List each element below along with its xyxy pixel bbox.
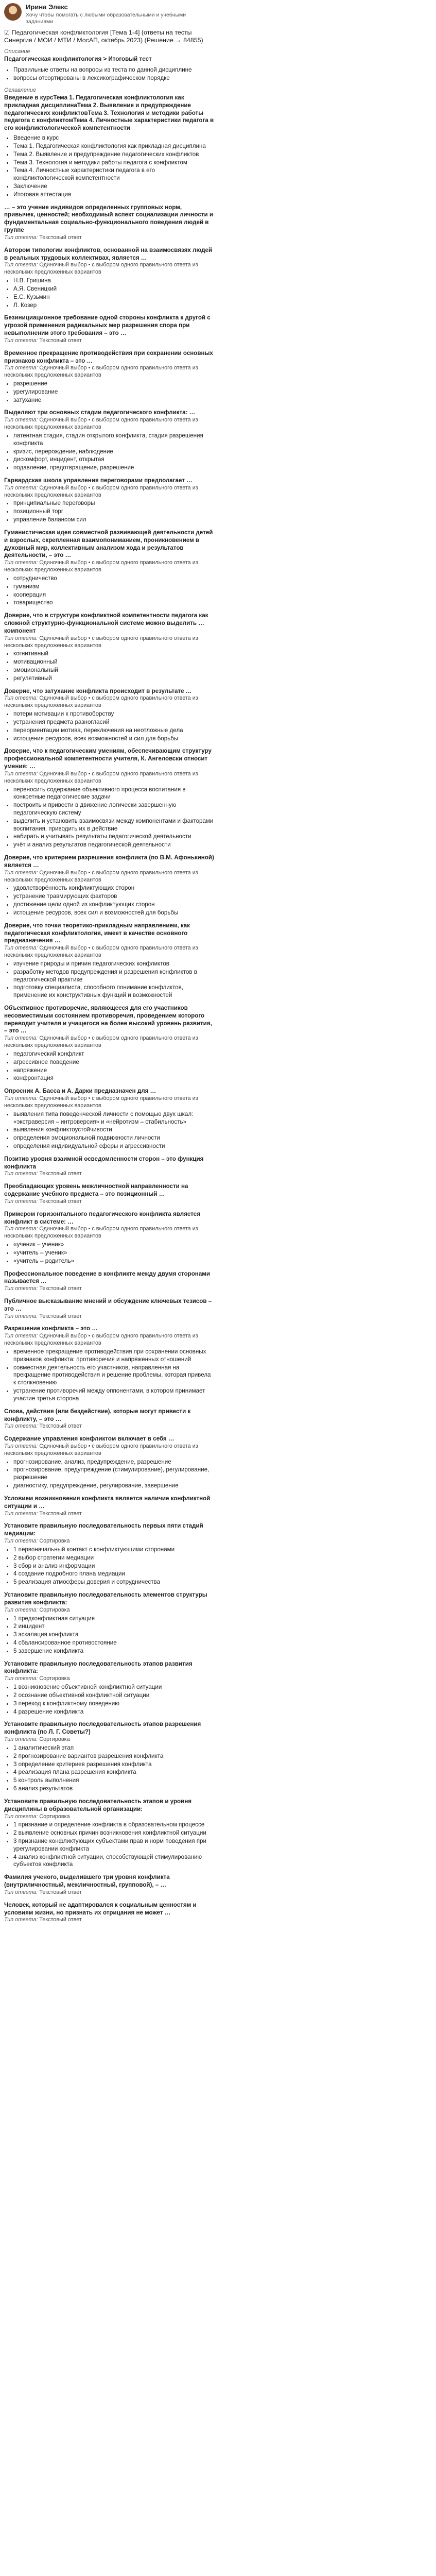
question-block — [4, 1211, 214, 1265]
toc-label: Оглавление — [4, 87, 37, 93]
table-of-contents — [4, 134, 214, 199]
question-text: Преобладающих уровень межличностной направленности на содержание учебного предмета – это позиционный … — [4, 1183, 188, 1198]
answer-option: • регулятивный — [13, 675, 214, 683]
answer-option: • 1 аналитический этап — [13, 1744, 214, 1752]
answer-option: • 4 сбалансированное противостояние — [13, 1639, 214, 1647]
answer-option: • 5 завершение конфликта — [13, 1648, 214, 1655]
answer-option: • построить и привести в движение логически завершенную педагогическую систему — [13, 802, 214, 817]
question-block — [4, 1325, 214, 1402]
question-block — [4, 314, 214, 344]
answer-option: • сотрудничество — [13, 575, 214, 583]
intro-list — [4, 66, 214, 82]
answer-option: • Е.С. Кузьмин — [13, 294, 214, 301]
question-text: Профессиональное поведение в конфликте между двумя сторонами называется … — [4, 1270, 210, 1285]
answer-type — [4, 1443, 214, 1458]
question-text: Гуманистическая идея совместной развивающей деятельности детей и взрослых, скрепленная взаимопониманием, проникновением в духовный мир, коллективным анализом хода и результатов деятельности, – это … — [4, 529, 213, 559]
answer-option: • устранение противоречий между оппонентами, в котором принимает участие третья сторона — [13, 1387, 214, 1403]
author-description: Хочу чтобы помогать с любыми образовательными и учебными заданиями — [26, 11, 186, 25]
answer-option: • изучение природы и причин педагогических конфликтов — [13, 960, 214, 968]
question-text: Человек, который не адаптировался к социальным ценностям и условиям жизни, но признать их отрицания не может … — [4, 1901, 197, 1916]
question-text: Позитив уровня взаимной осведомленности сторон – это функция конфликта — [4, 1155, 204, 1170]
answer-option: • разработку методов предупреждения и разрешения конфликтов в педагогической практике — [13, 969, 214, 984]
question-block — [4, 477, 214, 524]
answer-options — [4, 1744, 214, 1793]
document — [0, 0, 216, 1944]
answer-type-value: Одиночный выбор • с выбором одного правильного ответа из нескольких предложенных вариантов — [4, 1333, 198, 1347]
answer-options — [4, 786, 214, 850]
answer-option: • 1 первоначальный контакт с конфликтующими сторонами — [13, 1546, 214, 1554]
question-list — [4, 204, 214, 1924]
answer-option: • кооперация — [13, 591, 214, 599]
toc-item[interactable]: • Тема 1. Педагогическая конфликтология как прикладная дисциплина — [13, 143, 214, 150]
question-text: Примером горизонтального педагогического конфликта является конфликт в системе: … — [4, 1210, 200, 1225]
answer-type-label: Тип ответа: — [4, 1443, 38, 1450]
question-text: Слова, действия (или бездействие), которые могут привести к конфликту, – это … — [4, 1408, 191, 1422]
author-block — [4, 3, 214, 26]
answer-type-value: Одиночный выбор • с выбором одного правильного ответа из нескольких предложенных вариантов — [4, 770, 198, 784]
answer-option: • эмоциональный — [13, 667, 214, 674]
answer-options — [4, 1241, 214, 1265]
answer-type — [4, 1814, 214, 1821]
question-text: Содержание управления конфликтом включает в себя … — [4, 1435, 175, 1443]
answer-option: • 3 признание конфликтующих субъектами прав и норм поведения при урегулировании конфликта — [13, 1838, 214, 1853]
answer-option: • 3 переход к конфликтному поведению — [13, 1700, 214, 1708]
question-text: Выделяют три основных стадии педагогического конфликта: … — [4, 409, 196, 416]
answer-option: • 4 создание подробного плана медиации — [13, 1570, 214, 1578]
author-info — [26, 3, 214, 26]
answer-type-label: Тип ответа: — [4, 1035, 38, 1042]
answer-options — [4, 710, 214, 742]
question-block — [4, 204, 214, 242]
answer-type-value: Одиночный выбор • с выбором одного правильного ответа из нескольких предложенных вариантов — [4, 365, 198, 379]
answer-type — [4, 1035, 214, 1049]
question-text: Гарвардская школа управления переговорами предполагает … — [4, 477, 193, 484]
answer-type-label: Тип ответа: — [4, 560, 38, 566]
answer-option: • когнитивный — [13, 650, 214, 658]
question-block — [4, 1522, 214, 1586]
question-text: Доверие, что точки теоретико-прикладным направлением, как педагогическая конфликтология, имеет в качестве основного предназначения … — [4, 922, 190, 944]
answer-type-label: Тип ответа: — [4, 1171, 38, 1177]
question-text: Установите правильную последовательность элементов структуры развития конфликта: — [4, 1591, 207, 1606]
answer-type-value: Одиночный выбор • с выбором одного правильного ответа из нескольких предложенных вариантов — [4, 1035, 198, 1049]
answer-type-label: Тип ответа: — [4, 1226, 38, 1232]
answer-option: • прогнозирование, предупреждение (стимулирование), регулирование, разрешение — [13, 1466, 214, 1482]
answer-type-value: Одиночный выбор • с выбором одного правильного ответа из нескольких предложенных вариантов — [4, 560, 198, 573]
answer-type-label: Тип ответа: — [4, 635, 38, 641]
answer-option: • позиционный торг — [13, 508, 214, 516]
answer-option: • Н.В. Гришина — [13, 277, 214, 285]
answer-option: • потери мотивации к противоборству — [13, 710, 214, 718]
answer-option: • учёт и анализ результатов педагогической деятельности — [13, 841, 214, 849]
answer-type-value: Текстовый ответ — [39, 234, 82, 241]
answer-options — [4, 650, 214, 682]
answer-type-label: Тип ответа: — [4, 1606, 38, 1613]
answer-options — [4, 575, 214, 607]
question-text: Доверие, что в структуре конфликтной компетентности педагога как сложной структурно-функциональной системе можно выделить … компонент — [4, 612, 208, 634]
question-block — [4, 1435, 214, 1490]
description-label: Описание — [4, 48, 30, 55]
answer-type-value: Текстовый ответ — [39, 1917, 82, 1923]
answer-option: • временное прекращение противодействия при сохранении основных признаков конфликта: противоречия и напряженных отношений — [13, 1348, 214, 1364]
answer-type-value: Сортировка — [39, 1675, 70, 1682]
answer-type-value: Текстовый ответ — [39, 1510, 82, 1517]
answer-options — [4, 500, 214, 523]
answer-type-label: Тип ответа: — [4, 770, 38, 777]
answer-type-value: Текстовый ответ — [39, 1285, 82, 1292]
answer-type-value: Одиночный выбор • с выбором одного правильного ответа из нескольких предложенных вариантов — [4, 635, 198, 649]
question-block — [4, 529, 214, 607]
question-text: Объективное противоречие, являющееся для его участников несовместимым состоянием противоречия, проведением которого переводит учителя и учащегося на более высокий уровень развития, – это … — [4, 1004, 212, 1035]
answer-option: • 4 разрешение конфликта — [13, 1708, 214, 1716]
answer-option: • переориентации мотива, переключения на неотложные дела — [13, 727, 214, 735]
answer-type — [4, 870, 214, 884]
answer-option: • 3 определение критериев разрешения конфликта — [13, 1761, 214, 1769]
question-text: Временное прекращение противодействия при сохранении основных признаков конфликта – это … — [4, 349, 213, 364]
answer-options — [4, 432, 214, 472]
question-text: Автором типологии конфликтов, основанной на взаимосвязях людей в реальных трудовых коллективах, является … — [4, 246, 213, 261]
answer-option: • 2 прогнозирование вариантов разрешения конфликта — [13, 1753, 214, 1760]
answer-type-label: Тип ответа: — [4, 1813, 38, 1820]
answer-type-label: Тип ответа: — [4, 484, 38, 491]
question-block — [4, 1495, 214, 1517]
answer-option: • переносить содержание объективного процесса воспитания в конкретные педагогические задачи — [13, 786, 214, 802]
answer-type-value: Одиночный выбор • с выбором одного правильного ответа из нескольких предложенных вариантов — [4, 945, 198, 959]
answer-options — [4, 1050, 214, 1082]
toc-item[interactable]: • Введение в курс — [13, 134, 214, 142]
answer-option: • 4 анализ конфликтной ситуации, способствующей стимулированию субъектов конфликта — [13, 1854, 214, 1869]
answer-options — [4, 277, 214, 309]
answer-option: • 1 возникновение объективной конфликтной ситуации — [13, 1684, 214, 1691]
answer-type-value: Сортировка — [39, 1538, 70, 1545]
answer-type-value: Одиночный выбор • с выбором одного правильного ответа из нескольких предложенных вариантов — [4, 695, 198, 709]
question-block — [4, 1270, 214, 1293]
answer-option: • разрешение — [13, 380, 214, 388]
answer-type — [4, 695, 214, 709]
answer-type — [4, 1538, 214, 1545]
answer-option: • прогнозирование, анализ, предупреждение, разрешение — [13, 1459, 214, 1466]
answer-type — [4, 1226, 214, 1240]
answer-option: • Л. Козер — [13, 302, 214, 310]
answer-options — [4, 960, 214, 999]
question-text: Доверие, что затухание конфликта происходит в результате … — [4, 687, 192, 694]
answer-option: • «учитель – ученик» — [13, 1249, 214, 1257]
answer-type-label: Тип ответа: — [4, 1285, 38, 1292]
question-block — [4, 1408, 214, 1430]
answer-option: • 6 анализ результатов — [13, 1785, 214, 1793]
answer-options — [4, 1348, 214, 1403]
answer-option: • выявления типа поведенческой личности с помощью двух шкал: «экстраверсия – интроверсия» и «нейротизм – стабильность» — [13, 1111, 214, 1126]
answer-option: • истощение ресурсов, всех сил и возможностей для борьбы — [13, 909, 214, 917]
question-text: Доверие, что к педагогическим умениям, обеспечивающим структуру профессиональной компетентности учителя, К. Ангеловски относит умения: … — [4, 748, 212, 770]
answer-type-label: Тип ответа: — [4, 945, 38, 952]
question-block — [4, 1591, 214, 1655]
answer-option: • товарищество — [13, 599, 214, 607]
answer-type — [4, 1889, 214, 1896]
answer-type — [4, 485, 214, 499]
question-text: Установите правильную последовательность этапов развития конфликта: — [4, 1660, 193, 1675]
answer-option: • 3 эскалация конфликта — [13, 1631, 214, 1639]
question-text: Установите правильную последовательность этапов разрешения конфликта (по Л. Г. Советы?) — [4, 1721, 201, 1736]
toc-heading: Введение в курсТема 1. Педагогическая конфликтология как прикладная дисциплинаТема 2. Выявление и предупреждение педагогических конфликтовТема 3. Технология и методики работы педагога с конфликтомТема 4. Личностные характеристики педагога в его конфликтологической компетентности — [4, 94, 214, 132]
answer-type-label: Тип ответа: — [4, 365, 38, 371]
answer-type-value: Текстовый ответ — [39, 337, 82, 344]
answer-option: • выделить и установить взаимосвязи между компонентами и факторами воспитания, приводить их в действие — [13, 818, 214, 833]
answer-type — [4, 234, 214, 242]
list-item: • Правильные ответы на вопросы из теста по данной дисциплине — [13, 66, 214, 74]
answer-option: • латентная стадия, стадия открытого конфликта, стадия разрешения конфликта — [13, 432, 214, 448]
answer-option: • затухание — [13, 397, 214, 404]
answer-type-value: Одиночный выбор • с выбором одного правильного ответа из нескольких предложенных вариантов — [4, 262, 198, 276]
answer-type-label: Тип ответа: — [4, 1889, 38, 1895]
question-block — [4, 409, 214, 472]
question-text: Публичное высказывание мнений и обсуждение ключевых тезисов – это … — [4, 1298, 212, 1312]
document-title: ☑ Педагогическая конфликтология [Тема 1-4] (ответы на тесты Синергия / МОИ / МТИ / МосАП, октябрь 2023) (Решение → 84855) — [4, 28, 203, 44]
answer-type — [4, 1675, 214, 1683]
question-block — [4, 612, 214, 682]
answer-options — [4, 1821, 214, 1869]
question-block — [4, 1798, 214, 1869]
question-block — [4, 1156, 214, 1178]
question-block — [4, 1660, 214, 1716]
subject-line: Педагогическая конфликтология > Итоговый тест — [4, 56, 152, 63]
answer-type-label: Тип ответа: — [4, 234, 38, 241]
answer-option: • 5 реализация атмосферы доверия и сотрудничества — [13, 1579, 214, 1586]
answer-option: • истощения ресурсов, всех возможностей и сил для борьбы — [13, 735, 214, 743]
answer-option: • достижение цели одной из конфликтующих сторон — [13, 901, 214, 909]
answer-type-label: Тип ответа: — [4, 337, 38, 344]
answer-options — [4, 380, 214, 404]
answer-type-value: Одиночный выбор • с выбором одного правильного ответа из нескольких предложенных вариантов — [4, 1095, 198, 1109]
answer-option: • определения индивидуальной сферы и агрессивности — [13, 1143, 214, 1150]
answer-option: • 4 реализация плана разрешения конфликта — [13, 1769, 214, 1776]
answer-option: • «ученик – ученик» — [13, 1241, 214, 1249]
answer-option: • набирать и учитывать результаты педагогической деятельности — [13, 833, 214, 841]
answer-type-label: Тип ответа: — [4, 1095, 38, 1102]
answer-type-value: Одиночный выбор • с выбором одного правильного ответа из нескольких предложенных вариантов — [4, 869, 198, 883]
answer-type-value: Сортировка — [39, 1606, 70, 1613]
answer-type — [4, 262, 214, 276]
answer-type-value: Сортировка — [39, 1736, 70, 1743]
answer-type — [4, 365, 214, 379]
question-block — [4, 247, 214, 310]
answer-option: • подготовку специалиста, способного понимание конфликтов, применение их конструктивных функций и возможностей — [13, 984, 214, 999]
question-block — [4, 748, 214, 849]
answer-option: • 1 предконфликтная ситуация — [13, 1615, 214, 1623]
answer-type-label: Тип ответа: — [4, 417, 38, 423]
answer-options — [4, 1546, 214, 1586]
answer-type — [4, 1511, 214, 1518]
answer-type-value: Одиночный выбор • с выбором одного правильного ответа из нескольких предложенных вариантов — [4, 484, 198, 498]
question-text: Установите правильную последовательность этапов и уровня дисциплины в образовательной организации: — [4, 1798, 192, 1812]
question-text: Фамилия ученого, выделившего три уровня конфликта (внутриличностный, межличностный, групповой), – … — [4, 1874, 170, 1889]
answer-type — [4, 1333, 214, 1347]
answer-type-label: Тип ответа: — [4, 695, 38, 702]
answer-type — [4, 1917, 214, 1924]
toc-item[interactable]: • Заключение — [13, 183, 214, 191]
question-block — [4, 1005, 214, 1082]
answer-option: • «учитель – родитель» — [13, 1258, 214, 1265]
answer-type-value: Текстовый ответ — [39, 1313, 82, 1319]
answer-type-value: Текстовый ответ — [39, 1423, 82, 1430]
list-item: • вопросы отсортированы в лексикографическом порядке — [13, 75, 214, 82]
answer-type-label: Тип ответа: — [4, 1423, 38, 1430]
answer-type — [4, 337, 214, 345]
answer-type-label: Тип ответа: — [4, 869, 38, 876]
avatar[interactable] — [4, 3, 22, 21]
question-block — [4, 688, 214, 743]
answer-type — [4, 945, 214, 959]
answer-option: • подавление, предотвращение, разрешение — [13, 464, 214, 472]
answer-type-label: Тип ответа: — [4, 1198, 38, 1205]
answer-option: • педагогический конфликт — [13, 1050, 214, 1058]
question-block — [4, 1298, 214, 1320]
answer-option: • 3 сбор и анализ информации — [13, 1563, 214, 1570]
answer-type — [4, 1736, 214, 1743]
answer-type — [4, 417, 214, 431]
answer-type-value: Текстовый ответ — [39, 1198, 82, 1205]
answer-type-label: Тип ответа: — [4, 1333, 38, 1340]
answer-options — [4, 1459, 214, 1490]
answer-options — [4, 885, 214, 917]
answer-option: • дискомфорт, инцидент, открытая — [13, 456, 214, 464]
answer-option: • устранение травмирующих факторов — [13, 893, 214, 901]
answer-option: • кризис, перерождение, наблюдение — [13, 448, 214, 456]
answer-option: • 5 контроль выполнения — [13, 1777, 214, 1785]
answer-type — [4, 1423, 214, 1430]
answer-option: • мотивационный — [13, 658, 214, 666]
answer-type — [4, 635, 214, 650]
question-text: Опросник А. Басса и А. Дарки предназначен для … — [4, 1088, 156, 1095]
answer-type-value: Одиночный выбор • с выбором одного правильного ответа из нескольких предложенных вариантов — [4, 417, 198, 431]
question-block — [4, 1721, 214, 1792]
answer-type — [4, 1171, 214, 1178]
answer-option: • 2 выявление основных причин возникновения конфликтной ситуации — [13, 1829, 214, 1837]
answer-option: • 2 инцидент — [13, 1623, 214, 1631]
answer-option: • 1 признание и определение конфликта в образовательном процессе — [13, 1821, 214, 1829]
question-block — [4, 1088, 214, 1150]
question-text: Разрешение конфликта – это … — [4, 1325, 98, 1332]
answer-type-value: Сортировка — [39, 1813, 70, 1820]
answer-option: • конфронтация — [13, 1075, 214, 1082]
answer-option: • гуманизм — [13, 583, 214, 591]
answer-option: • управление балансом сил — [13, 516, 214, 524]
question-text: Установите правильную последовательность первых пяти стадий медиации: — [4, 1522, 203, 1537]
answer-option: • совместная деятельность его участников, направленная на прекращение противодействия и решение проблемы, которая привела к столкновению — [13, 1364, 214, 1387]
answer-type — [4, 771, 214, 785]
answer-option: • определения эмоциональной подвижности личности — [13, 1134, 214, 1142]
question-block — [4, 1183, 214, 1205]
answer-option: • устранения предмета разногласий — [13, 719, 214, 726]
answer-option: • урегулирование — [13, 388, 214, 396]
question-text: … – это учение индивидов определенных групповых норм, привычек, ценностей; необходимый аспект социализации личности и фундаментальная социально-функционального поведения людей в группе — [4, 204, 213, 234]
answer-type — [4, 560, 214, 574]
answer-type — [4, 1095, 214, 1110]
answer-option: • 2 осознание объективной конфликтной ситуации — [13, 1692, 214, 1700]
answer-option: • агрессивное поведение — [13, 1059, 214, 1066]
answer-option: • диагностику, предупреждение, регулирование, завершение — [13, 1482, 214, 1490]
question-block — [4, 1874, 214, 1896]
answer-type-label: Тип ответа: — [4, 1917, 38, 1923]
answer-type-value: Текстовый ответ — [39, 1171, 82, 1177]
answer-type — [4, 1313, 214, 1320]
answer-type-value: Одиночный выбор • с выбором одного правильного ответа из нескольких предложенных вариантов — [4, 1443, 198, 1456]
answer-option: • напряжение — [13, 1067, 214, 1075]
answer-type-label: Тип ответа: — [4, 1510, 38, 1517]
answer-type-value: Текстовый ответ — [39, 1889, 82, 1895]
answer-type-label: Тип ответа: — [4, 1675, 38, 1682]
answer-type-label: Тип ответа: — [4, 262, 38, 268]
answer-type-label: Тип ответа: — [4, 1538, 38, 1545]
answer-options — [4, 1684, 214, 1716]
answer-type-value: Одиночный выбор • с выбором одного правильного ответа из нескольких предложенных вариантов — [4, 1226, 198, 1240]
question-block — [4, 922, 214, 999]
author-name[interactable]: Ирина Элекс — [26, 3, 68, 11]
answer-option: • удовлетворённость конфликтующих сторон — [13, 885, 214, 892]
toc-item[interactable]: • Тема 3. Технология и методики работы педагога с конфликтом — [13, 159, 214, 167]
toc-item[interactable]: • Тема 4. Личностные характеристики педагога в его конфликтологической компетентности — [13, 167, 214, 182]
question-text: Условием возникновения конфликта является наличие конфликтной ситуации и … — [4, 1495, 211, 1510]
question-block — [4, 1902, 214, 1924]
answer-type — [4, 1607, 214, 1614]
question-text: Безинициационное требование одной стороны конфликта к другой с угрозой применения радикальных мер разрешения спора при невыполнении этого требования – это … — [4, 314, 211, 337]
answer-option: • 2 выбор стратегии медиации — [13, 1554, 214, 1562]
question-text: Доверие, что критерием разрешения конфликта (по В.М. Афонькиной) является … — [4, 854, 214, 869]
question-block — [4, 854, 214, 917]
answer-option: • принципиальные переговоры — [13, 500, 214, 507]
answer-type — [4, 1198, 214, 1206]
question-block — [4, 350, 214, 404]
answer-option: • А.Я. Свеницкий — [13, 285, 214, 293]
answer-options — [4, 1111, 214, 1150]
answer-option: • выявления конфликтоустойчивости — [13, 1126, 214, 1134]
toc-item[interactable]: • Итоговая аттестация — [13, 191, 214, 199]
toc-item[interactable]: • Тема 2. Выявление и предупреждение педагогических конфликтов — [13, 151, 214, 159]
answer-type-label: Тип ответа: — [4, 1736, 38, 1743]
answer-type — [4, 1285, 214, 1293]
answer-options — [4, 1615, 214, 1655]
answer-type-label: Тип ответа: — [4, 1313, 38, 1319]
